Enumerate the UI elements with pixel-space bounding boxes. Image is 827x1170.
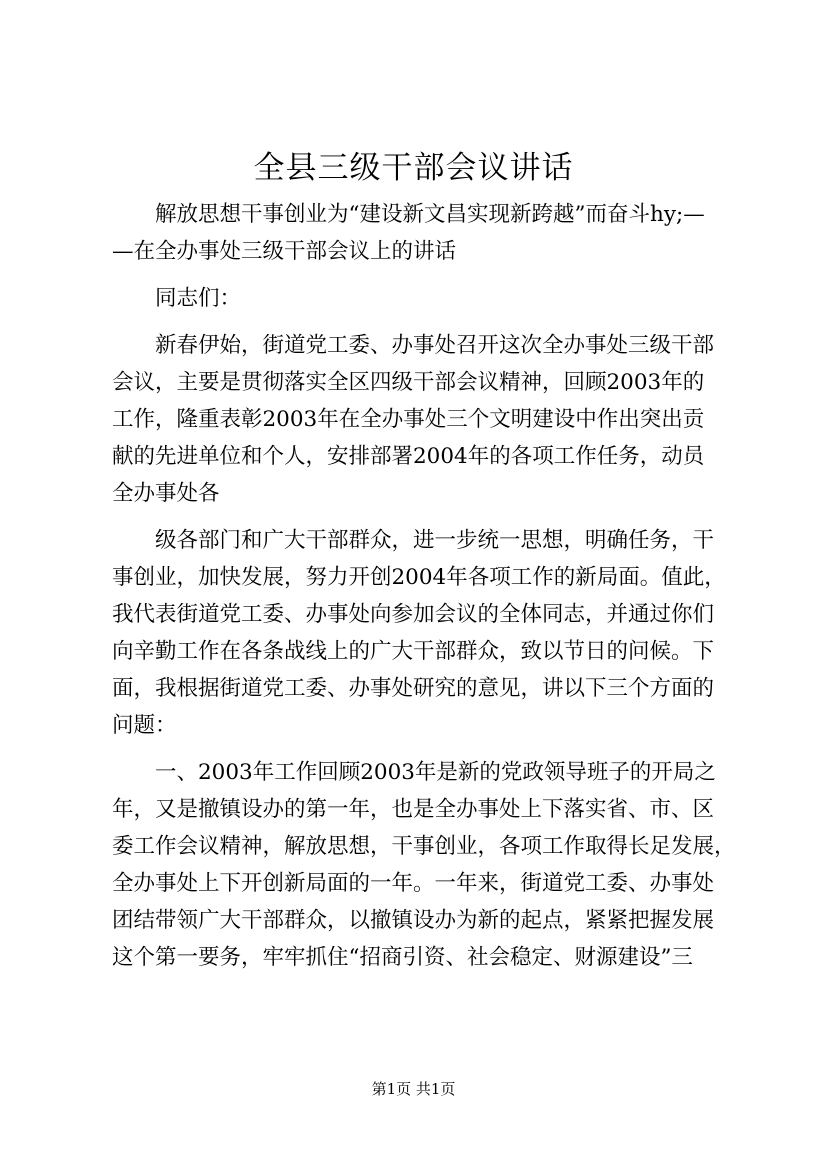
- paragraph-line: 工作，隆重表彰2003年在全办事处三个文明建设中作出突出贡: [112, 407, 705, 432]
- paragraph-line: 向辛勤工作在各条战线上的广大干部群众，致以节日的问候。下: [112, 639, 715, 664]
- paragraph-line: 委工作会议精神，解放思想，干事创业，各项工作取得长足发展，: [112, 834, 736, 859]
- paragraph-line: 全办事处各: [112, 481, 220, 506]
- paragraph-line: 会议，主要是贯彻落实全区四级干部会议精神，回顾2003年的: [112, 370, 705, 395]
- paragraph-line: 团结带领广大干部群众，以撤镇设办为新的起点，紧紧把握发展: [112, 908, 715, 933]
- paragraph-line: 献的先进单位和个人，安排部署2004年的各项工作任务，动员: [112, 444, 705, 469]
- paragraph-line: 全办事处上下开创新局面的一年。一年来，街道党工委、办事处: [112, 871, 715, 896]
- page-footer: 第1页 共1页: [371, 1080, 456, 1098]
- paragraph-line: 新春伊始，街道党工委、办事处召开这次全办事处三级干部: [155, 333, 715, 358]
- paragraph-line: 这个第一要务，牢牢抓住“招商引资、社会稳定、财源建设”三: [112, 945, 693, 970]
- subtitle-line-2: —在全办事处三级干部会议上的讲话: [112, 239, 457, 264]
- paragraph-line: 问题：: [112, 713, 177, 738]
- paragraph-line: 年，又是撤镇设办的第一年，也是全办事处上下落实省、市、区: [112, 797, 715, 822]
- document-title: 全县三级干部会议讲话: [253, 150, 574, 186]
- paragraph-line: 我代表街道党工委、办事处向参加会议的全体同志，并通过你们: [112, 602, 715, 627]
- paragraph-line: 面，我根据街道党工委、办事处研究的意见，讲以下三个方面的: [112, 676, 715, 701]
- document-body: [112, 196, 736, 976]
- paragraph-line: 一、2003年工作回顾2003年是新的党政领导班子的开局之: [155, 760, 716, 785]
- salutation: 同志们：: [155, 286, 242, 311]
- paragraph-1: [112, 327, 724, 512]
- paragraph-2: [112, 522, 724, 744]
- paragraph-line: 级各部门和广大干部群众，进一步统一思想，明确任务，干: [155, 528, 715, 553]
- salutation-block: [112, 280, 724, 317]
- paragraph-line: 事创业，加快发展，努力开创2004年各项工作的新局面。值此，: [112, 565, 726, 590]
- paragraph-3: [112, 754, 736, 976]
- subtitle-line-1: 解放思想干事创业为“建设新文昌实现新跨越”而奋斗hy;—: [155, 202, 705, 227]
- subtitle: [112, 196, 724, 270]
